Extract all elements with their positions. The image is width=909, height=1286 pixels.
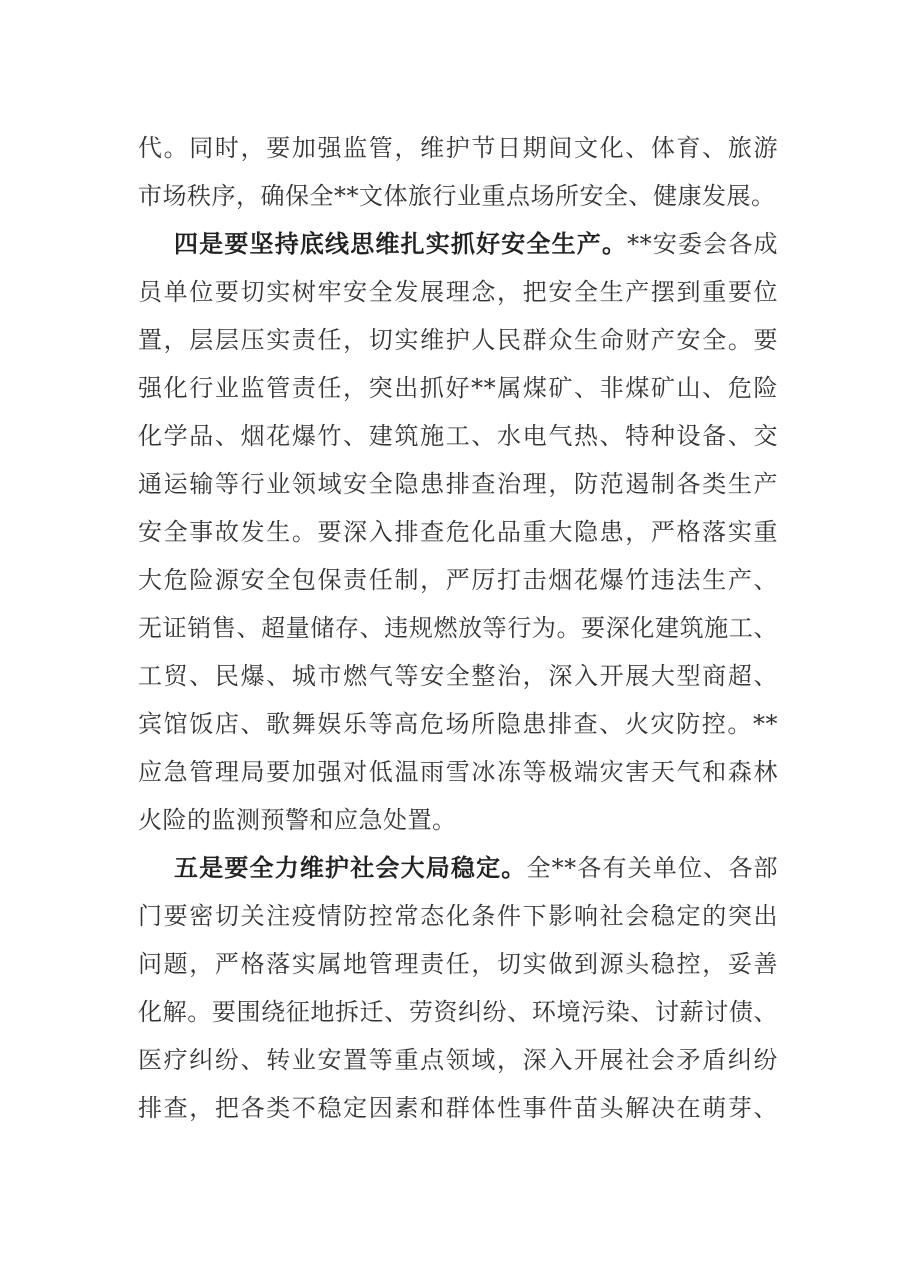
text-line: 化学品、烟花爆竹、建筑施工、水电气热、特种设备、交 bbox=[138, 422, 778, 450]
paragraph-first-line bbox=[138, 220, 778, 268]
text-line: 排查，把各类不稳定因素和群体性事件苗头解决在萌芽、 bbox=[138, 1094, 778, 1122]
text-line: 通运输等行业领域安全隐患排查治理，防范遏制各类生产 bbox=[138, 470, 778, 498]
text-line: 化解。要围绕征地拆迁、劳资纠纷、环境污染、讨薪讨债、 bbox=[138, 998, 778, 1026]
text-line: 火险的监测预警和应急处置。 bbox=[138, 806, 457, 834]
text-line: 问题，严格落实属地管理责任，切实做到源头稳控，妥善 bbox=[138, 950, 778, 978]
text-line: 医疗纠纷、转业安置等重点领域，深入开展社会矛盾纠纷 bbox=[138, 1046, 778, 1074]
text-line: 市场秩序，确保全**文体旅行业重点场所安全、健康发展。 bbox=[138, 182, 776, 210]
text-line: 应急管理局要加强对低温雨雪冰冻等极端灾害天气和森林 bbox=[138, 758, 778, 786]
text-line: 门要密切关注疫情防控常态化条件下影响社会稳定的突出 bbox=[138, 902, 778, 930]
paragraph-heading: 四是要坚持底线思维扎实抓好安全生产。 bbox=[174, 230, 628, 258]
text-line: 宾馆饭店、歌舞娱乐等高危场所隐患排查、火灾防控。** bbox=[138, 710, 778, 738]
paragraph-heading: 五是要全力维护社会大局稳定。 bbox=[174, 854, 527, 882]
body-text bbox=[138, 124, 778, 1132]
text-line: 员单位要切实树牢安全发展理念，把安全生产摆到重要位 bbox=[138, 278, 778, 306]
text-line: 大危险源安全包保责任制，严厉打击烟花爆竹违法生产、 bbox=[138, 566, 778, 594]
text-line: 置，层层压实责任，切实维护人民群众生命财产安全。要 bbox=[138, 326, 778, 354]
text-line: 代。同时，要加强监管，维护节日期间文化、体育、旅游 bbox=[138, 134, 778, 162]
text-line: 工贸、民爆、城市燃气等安全整治，深入开展大型商超、 bbox=[138, 662, 778, 690]
paragraph-first-line-text: **安委会各成 bbox=[627, 230, 779, 258]
paragraph-first-line-text: 全**各有关单位、各部 bbox=[526, 854, 779, 882]
text-line: 安全事故发生。要深入排查危化品重大隐患，严格落实重 bbox=[138, 518, 778, 546]
text-line: 无证销售、超量储存、违规燃放等行为。要深化建筑施工、 bbox=[138, 614, 778, 642]
text-line: 强化行业监管责任，突出抓好**属煤矿、非煤矿山、危险 bbox=[138, 374, 778, 402]
paragraph-first-line bbox=[138, 844, 778, 892]
